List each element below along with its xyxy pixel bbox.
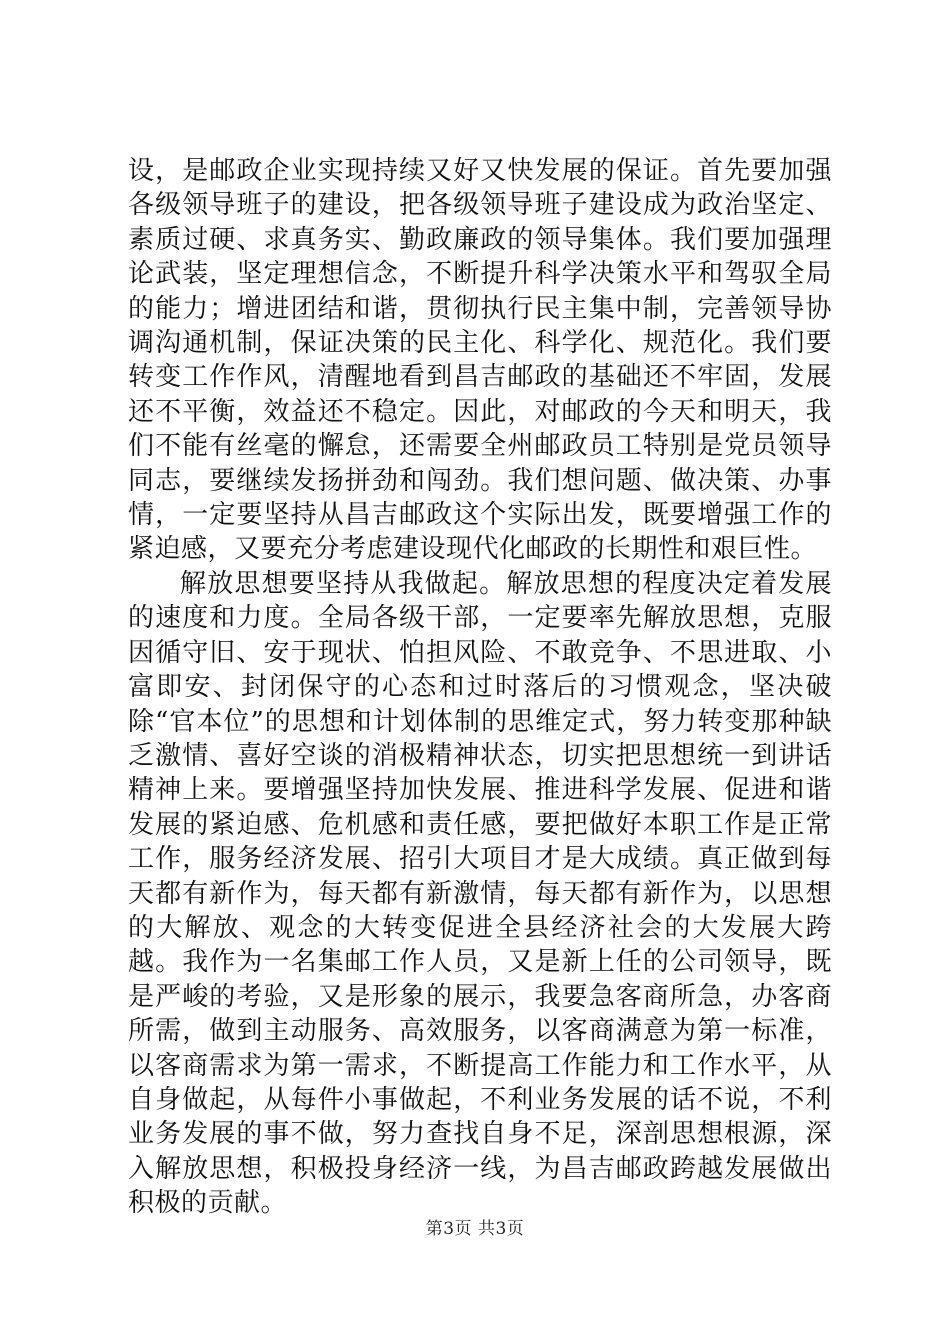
document-body xyxy=(128,154,832,1221)
paragraph-1: 设，是邮政企业实现持续又好又快发展的保证。首先要加强各级领导班子的建设，把各级领导班子建设成为政治坚定、素质过硬、求真务实、勤政廉政的领导集体。我们要加强理论武装，坚定理想信念，不断提升科学决策水平和驾驭全局的能力；增进团结和谐，贯彻执行民主集中制，完善领导协调沟通机制，保证决策的民主化、科学化、规范化。我们要转变工作作风，清醒地看到昌吉邮政的基础还不牢固，发展还不平衡，效益还不稳定。因此，对邮政的今天和明天，我们不能有丝毫的懈怠，还需要全州邮政员工特别是党员领导同志，要继续发扬拼劲和闯劲。我们想问题、做决策、办事情，一定要坚持从昌吉邮政这个实际出发，既要增强工作的紧迫感，又要充分考虑建设现代化邮政的长期性和艰巨性。 xyxy=(128,156,832,565)
paragraph-2: 解放思想要坚持从我做起。解放思想的程度决定着发展的速度和力度。全局各级干部，一定要率先解放思想，克服因循守旧、安于现状、怕担风险、不敢竞争、不思进取、小富即安、封闭保守的心态和过时落后的习惯观念，坚决破除“官本位”的思想和计划体制的思维定式，努力转变那种缺乏激情、喜好空谈的消极精神状态，切实把思想统一到讲话精神上来。要增强坚持加快发展、推进科学发展、促进和谐发展的紧迫感、危机感和责任感，要把做好本职工作是正常工作，服务经济发展、招引大项目才是大成绩。真正做到每天都有新作为，每天都有新激情，每天都有新作为，以思想的大解放、观念的大转变促进全县经济社会的大发展大跨越。我作为一名集邮工作人员，又是新上任的公司领导，既是严峻的考验，又是形象的展示，我要急客商所急，办客商所需，做到主动服务、高效服务，以客商满意为第一标准，以客商需求为第一需求，不断提高工作能力和工作水平，从自身做起，从每件小事做起，不利业务发展的话不说，不利业务发展的事不做，努力查找自身不足，深剖思想根源，深入解放思想，积极投身经济一线，为昌吉邮政跨越发展做出积极的贡献。 xyxy=(128,568,832,1219)
page-footer: 第3页 共3页 xyxy=(425,1219,525,1239)
